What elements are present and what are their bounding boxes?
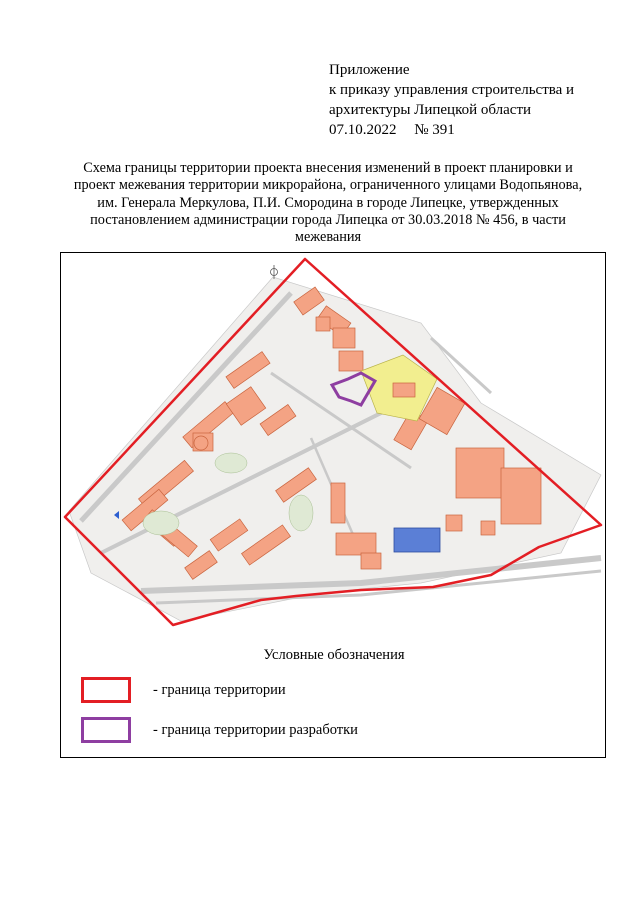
appendix-authority: архитектуры Липецкой области bbox=[329, 102, 532, 118]
blue-building bbox=[394, 528, 440, 552]
scheme-title-line: Схема границы территории проекта внесения изменений в проект планировки и bbox=[83, 160, 573, 176]
legend-swatch-territory bbox=[81, 677, 131, 703]
legend-label-development: - граница территории разработки bbox=[153, 722, 358, 738]
legend-heading: Условные обозначения bbox=[263, 647, 405, 663]
scheme-title-line: межевания bbox=[294, 229, 362, 246]
legend-swatch-development bbox=[81, 717, 131, 743]
appendix-order-line bbox=[329, 120, 619, 140]
scheme-title bbox=[48, 160, 608, 246]
scheme-title-line: постановлением администрации города Липецка от 30.03.2018 № 456, в части bbox=[90, 211, 566, 228]
appendix-label: Приложение bbox=[329, 62, 410, 78]
site-plan-map bbox=[61, 253, 606, 633]
scheme-title-line: им. Генерала Меркулова, П.И. Смородина в городе Липецке, утвержденных bbox=[97, 194, 559, 211]
north-arrow-icon bbox=[271, 265, 278, 279]
scheme-frame bbox=[60, 252, 606, 758]
appendix-order-ref: к приказу управления строительства и bbox=[329, 82, 575, 98]
appendix-header bbox=[329, 60, 619, 140]
order-date: 07.10.2022 bbox=[329, 122, 397, 138]
scheme-title-line: проект межевания территории микрорайона, ограниченного улицами Водопьянова, bbox=[73, 177, 583, 194]
order-number: № 391 bbox=[414, 122, 455, 138]
legend-label-territory: - граница территории bbox=[153, 682, 286, 698]
